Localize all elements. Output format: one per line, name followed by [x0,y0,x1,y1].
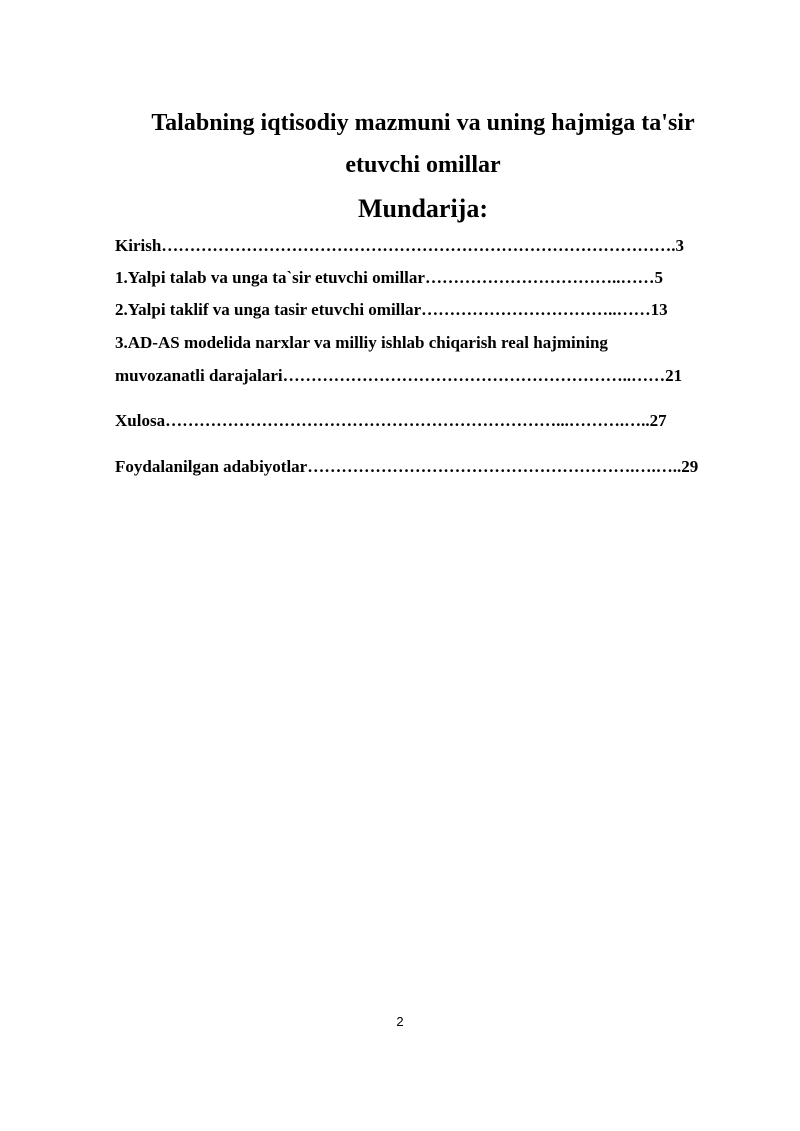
toc-entry-chapter-3-line-2: muvozanatli darajalari……………………………………………………..……21 [115,366,683,385]
toc-entry-chapter-2: 2.Yalpi taklif va unga tasir etuvchi omillar……………………………..……13 [115,300,668,319]
toc-entry-chapter-1: 1.Yalpi talab va unga ta`sir etuvchi omillar……………………………..……5 [115,268,663,287]
toc-entry-conclusion: Xulosa……………………………………………………………...……….…..27 [115,411,667,430]
page-number: 2 [396,1014,404,1029]
toc-entry-references: Foydalanilgan adabiyotlar………………………………………………….….…..29 [115,457,699,476]
toc-entry-introduction: Kirish……………………………………………………………………………….3 [115,236,685,255]
document-title-line-2: etuvchi omillar [345,152,501,178]
document-title-line-1: Talabning iqtisodiy mazmuni va uning hajmiga ta'sir [151,110,695,136]
contents-heading: Mundarija: [358,194,488,223]
toc-entry-chapter-3-line-1: 3.AD-AS modelida narxlar va milliy ishlab chiqarish real hajmining [115,333,608,352]
